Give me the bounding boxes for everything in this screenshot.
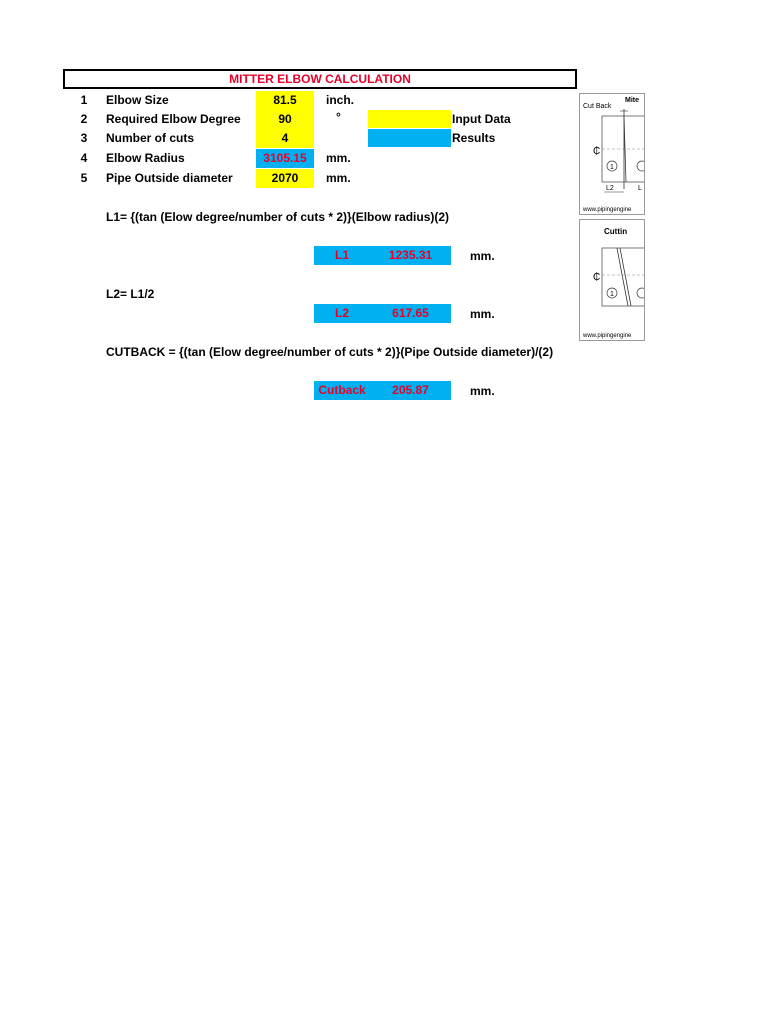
diagram-cut-line [620, 248, 631, 306]
diagram-title-fragment: Cuttin [604, 227, 628, 236]
row-number: 2 [80, 112, 88, 126]
page-title: MITTER ELBOW CALCULATION [63, 69, 577, 89]
result-l2[interactable] [314, 304, 451, 323]
diagram-circle [637, 161, 645, 171]
diagram-l-label: L [638, 185, 642, 192]
diagram-cut-line [617, 248, 628, 306]
diagram-cl-symbol: ₵ [593, 146, 601, 157]
result-unit: mm. [470, 384, 495, 398]
diagram-circle [637, 288, 645, 298]
diagram-circle-label: 1 [610, 164, 614, 171]
diagram-pipe-outline [602, 248, 645, 306]
results-label: Results [452, 131, 496, 145]
result-unit: mm. [470, 307, 495, 321]
diagram-circle-label: 1 [610, 291, 614, 298]
row-number: 1 [80, 93, 88, 107]
row-number: 4 [80, 151, 88, 165]
result-label: L2 [334, 306, 349, 320]
diagram-title-fragment: Mite [625, 97, 639, 104]
diagram-l2-label: L2 [606, 185, 614, 192]
row-number: 3 [80, 131, 88, 145]
diagram-watermark: www.pipingengine [583, 333, 632, 339]
row-label: Required Elbow Degree [106, 112, 241, 126]
result-label: L1 [334, 248, 349, 262]
cutting-diagram-image [579, 219, 645, 341]
row-unit: mm. [326, 151, 351, 165]
results-swatch [368, 129, 451, 147]
row-unit: mm. [326, 171, 351, 185]
row-label: Elbow Radius [106, 151, 185, 165]
result-value: 1235.31 [388, 248, 433, 262]
input-data-label: Input Data [452, 112, 511, 126]
row-label: Elbow Size [106, 93, 169, 107]
row-label: Pipe Outside diameter [106, 171, 233, 185]
diagram-cutback-label: Cut Back [583, 103, 612, 110]
row-unit: inch. [326, 93, 355, 107]
elbow-degree-cell[interactable]: 90 [256, 110, 314, 129]
result-value: 205.87 [392, 383, 429, 397]
result-cutback[interactable] [314, 381, 451, 400]
row-unit: ° [336, 110, 341, 124]
result-l1[interactable] [314, 246, 451, 265]
formula-cutback: CUTBACK = {(tan (Elow degree/number of cuts * 2)}(Pipe Outside diameter)/(2) [106, 345, 554, 359]
row-number: 5 [80, 171, 88, 185]
row-label: Number of cuts [106, 131, 195, 145]
diagram-watermark: www.pipingengine [583, 207, 632, 213]
result-label: Cutback [318, 383, 366, 397]
number-of-cuts-cell[interactable]: 4 [256, 129, 314, 148]
result-value: 617.65 [392, 306, 429, 320]
diagram-cl-symbol: ₵ [593, 272, 601, 283]
elbow-radius-cell[interactable]: 3105.15 [256, 149, 314, 168]
elbow-size-cell[interactable]: 81.5 [256, 91, 314, 110]
miter-diagram-image [579, 93, 645, 215]
input-data-swatch [368, 110, 451, 128]
result-unit: mm. [470, 249, 495, 263]
formula-l1: L1= {(tan (Elow degree/number of cuts * 2)}(Elbow radius)(2) [106, 210, 450, 224]
formula-l2: L2= L1/2 [106, 287, 155, 301]
pipe-od-cell[interactable]: 2070 [256, 169, 314, 188]
